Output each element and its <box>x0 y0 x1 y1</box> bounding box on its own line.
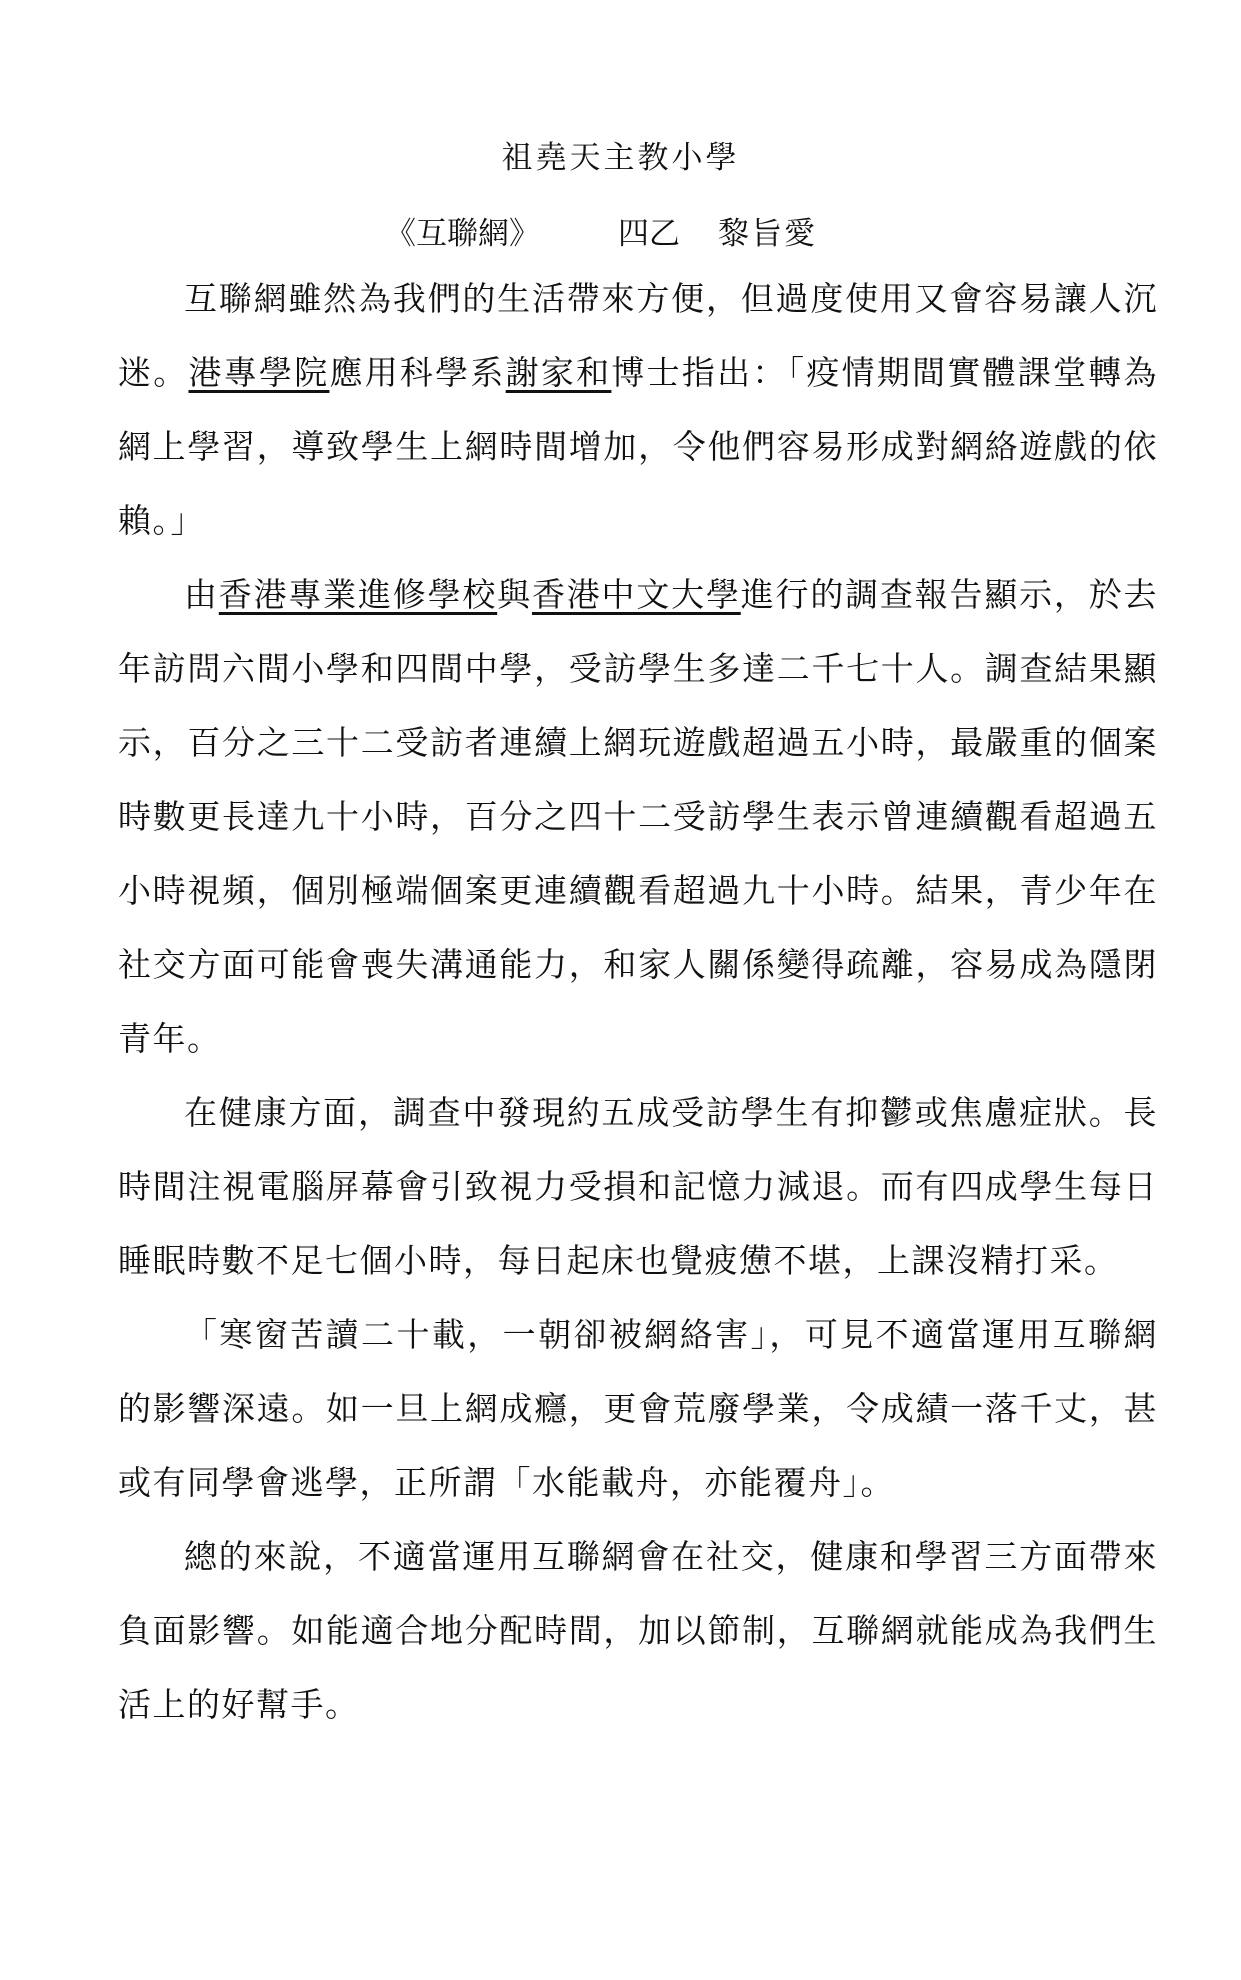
underlined-institution-3: 香港中文大學 <box>531 575 741 614</box>
paragraph-1-text-c: 博士指出：「疫情期間實體課堂轉為網上學習，導致學生上網時間增加，令他們容易形成對網絡遊戲的依賴。」 <box>118 353 1159 540</box>
essay-body <box>118 262 1158 1742</box>
paragraph-3: 在健康方面，調查中發現約五成受訪學生有抑鬱或焦慮症狀。長時間注視電腦屏幕會引致視力受損和記憶力減退。而有四成學生每日睡眠時數不足七個小時，每日起床也覺疲憊不堪，上課沒精打采。 <box>118 1093 1158 1280</box>
paragraph-5: 總的來說，不適當運用互聯網會在社交，健康和學習三方面帶來負面影響。如能適合地分配時間，加以節制，互聯網就能成為我們生活上的好幫手。 <box>118 1537 1158 1724</box>
essay-heading <box>385 208 817 253</box>
student-name: 黎旨愛 <box>718 216 817 252</box>
underlined-institution: 港專學院 <box>188 353 330 392</box>
paragraph-2 <box>118 558 1158 1076</box>
essay-title: 《互聯網》 <box>385 216 540 252</box>
paragraph-2-text-a: 由 <box>184 575 219 614</box>
paragraph-1-text-b: 應用科學系 <box>329 353 506 392</box>
school-name: 祖堯天主教小學 <box>501 140 740 176</box>
paragraph-1 <box>118 262 1158 558</box>
underlined-person: 謝家和 <box>505 353 612 392</box>
underlined-institution-2: 香港專業進修學校 <box>218 575 498 614</box>
paragraph-4: 「寒窗苦讀二十載，一朝卻被網絡害」，可見不適當運用互聯網的影響深遠。如一旦上網成癮，更會荒廢學業，令成績一落千丈，甚或有同學會逃學，正所謂「水能載舟，亦能覆舟」。 <box>118 1315 1158 1502</box>
student-class: 四乙 <box>618 216 680 252</box>
paragraph-1-text-a: 互聯網雖然為我們的生活帶來方便，但過度使用又會容易讓人沉迷。 <box>118 279 1158 392</box>
paragraph-2-text-b: 與 <box>497 575 532 614</box>
paragraph-2-text-c: 進行的調查報告顯示，於去年訪問六間小學和四間中學，受訪學生多達二千七十人。調查結果顯示，百分之三十二受訪者連續上網玩遊戲超過五小時，最嚴重的個案時數更長達九十小時，百分之四十二受訪學生表示曾連續觀看超過五小時視頻，個別極端個案更連續觀看超過九十小時。結果，青少年在社交方面可能會喪失溝通能力，和家人關係變得疏離，容易成為隱閉青年。 <box>118 575 1159 1058</box>
